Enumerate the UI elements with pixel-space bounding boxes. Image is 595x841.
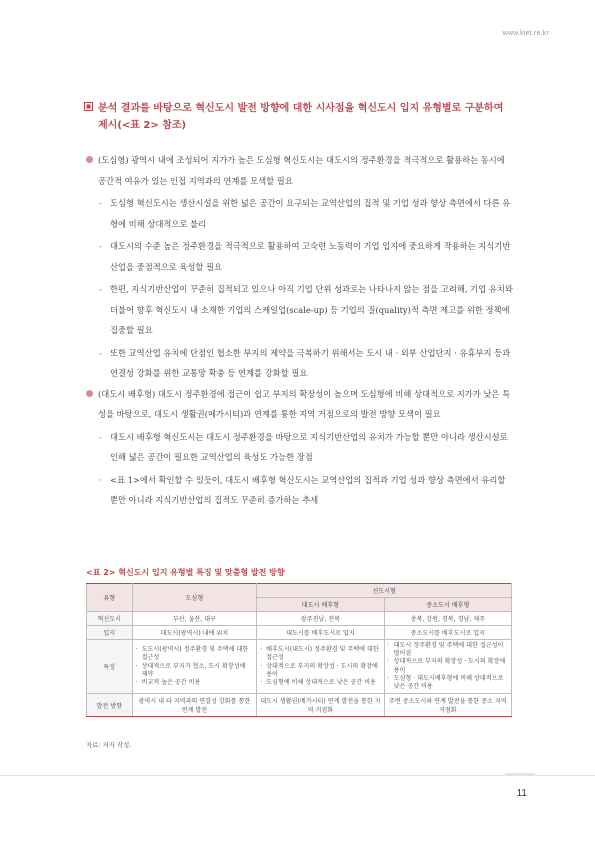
feature-item: · 비교적 높은 공간 비용 (136, 679, 254, 687)
dash-icon: - (99, 241, 102, 251)
header-new-city: 신도시형 (257, 584, 512, 598)
table-cell: 부산, 울산, 대구 (132, 612, 257, 626)
table-row (87, 640, 512, 694)
table-cell: 대도시(광역시) 내에 위치 (132, 626, 257, 640)
bullet-urban (86, 150, 514, 191)
header-urban: 도심형 (132, 584, 257, 612)
table-cell (132, 640, 257, 694)
sub-item-text: 대도시 배후형 혁신도시는 대도시 정주환경을 바탕으로 지식기반산업의 유치가 가능할 뿐만 아니라 생산시설로 인해 넓은 공간이 필요한 교역산업의 육성도 가능한 장점 (110, 431, 508, 462)
header-metro: 대도시 배후형 (257, 598, 384, 612)
dash-icon: - (99, 284, 102, 294)
row-label: 입지 (87, 626, 133, 640)
sub-item (86, 279, 514, 341)
bullet-metro (86, 384, 514, 425)
feature-item: · 배후도시(대도시) 정주환경 및 주택에 대한 접근성 (260, 646, 380, 662)
sub-item-text: 또한 교역산업 유치에 단점인 협소한 부지의 제약을 극복하기 위해서는 도시 내 · 외부 산업단지 · 유휴부지 등과 연결성 강화를 위한 교통망 확충 등 연계를 강화할 필요 (110, 347, 511, 378)
page-number: 11 (516, 788, 527, 799)
feature-item: · 도심형에 비해 상대적으로 낮은 공간 비용 (260, 679, 380, 687)
feature-list (388, 642, 508, 691)
comparison-table (86, 583, 512, 717)
table-row (87, 612, 512, 626)
table-cell: 대도시를 배후도시로 입지 (257, 626, 384, 640)
table-row (87, 626, 512, 640)
feature-item: · 도도시(광역시) 정주환경 및 주택에 대한 접근성 (136, 646, 254, 662)
section-heading (84, 100, 524, 134)
dash-icon: - (99, 347, 102, 358)
table-cell (257, 640, 384, 694)
dash-icon: - (99, 431, 102, 442)
table-cell: 대도시 생활권(메가시티) 연계 발전을 통한 지역 거점화 (257, 694, 384, 717)
row-label: 발전 방향 (87, 694, 133, 717)
sub-item-text: 대도시의 수준 높은 정주환경을 적극적으로 활용하여 고숙련 노동력이 기업 입지에 중요하게 작용하는 지식기반산업을 중점적으로 육성할 필요 (110, 241, 511, 272)
table-row (87, 694, 512, 717)
dash-icon: - (99, 198, 102, 208)
bullet-urban-text: (도심형) 광역시 내에 조성되어 지가가 높은 도심형 혁신도시는 대도시의 정주환경을 적극적으로 활용하는 동시에 공간적 여유가 있는 인접 지역과의 연계를 모색할 필요 (98, 155, 505, 186)
square-bullet-icon (84, 102, 93, 111)
small-dot-icon: · (99, 474, 102, 485)
sub-item (86, 427, 514, 468)
table-cell: 중소도시를 배후도시로 입지 (384, 626, 511, 640)
body-text (86, 150, 514, 511)
feature-item: · 대도시 정주환경 및 주택에 대한 접근성이 떨어짐 (388, 642, 508, 658)
table-cell: 광역시 내 타 지역과의 연결성 강화를 통한 연계 발전 (132, 694, 257, 717)
header-type: 유형 (87, 584, 133, 612)
bullet-dot-icon (86, 390, 93, 397)
row-label: 특징 (87, 640, 133, 694)
table-cell (384, 640, 511, 694)
sub-item (86, 236, 514, 277)
feature-item: · 상대적으로 부지의 확장성 · 도시의 확장에 용이 (388, 658, 508, 674)
site-url: www.kiet.re.kr (502, 30, 549, 37)
table-caption: <표 2> 혁신도시 입지 유형별 특징 및 맞춤형 발전 방향 (86, 568, 285, 577)
sub-item-text: 도심형 혁신도시는 생산시설을 위한 넓은 공간이 요구되는 교역산업의 집적 및 기업 성과 향상 측면에서 다른 유형에 비해 상대적으로 불리 (110, 198, 511, 229)
sub-item (86, 343, 514, 384)
reference-note-text: <표 1>에서 확인할 수 있듯이, 대도시 배후형 혁신도시는 교역산업의 집적과 기업 성과 향상 측면에서 유리할 뿐만 아니라 지식기반산업의 집적도 꾸준히 증가하는 추세 (110, 474, 506, 505)
heading-line-2: 제시(<표 2> 참조) (98, 120, 187, 131)
bullet-metro-text: (대도시 배후형) 대도시 정주환경에 접근이 쉽고 부지의 확장성이 높으며 도심형에 비해 상대적으로 지가가 낮은 특성을 바탕으로, 대도시 생활권(메가시티)과 연계를 통한 지역 거점으로의 발전 방향 모색이 필요 (98, 388, 511, 419)
heading-line-1: 분석 결과를 바탕으로 혁신도시 발전 방향에 대한 시사점을 혁신도시 입지 유형별로 구분하여 (98, 103, 504, 114)
reference-note (86, 470, 514, 511)
table-cell: 주변 중소도시와 연계 발전을 통한 중소 지역 거점화 (384, 694, 511, 717)
table-cell: 광주전남, 전북 (257, 612, 384, 626)
bullet-dot-icon (86, 156, 93, 163)
feature-list (136, 646, 254, 687)
sub-item-text: 한편, 지식기반산업이 꾸준히 집적되고 있으나 아직 기업 단위 성과로는 나타나지 않는 점을 고려해, 기업 유치와 더불어 향후 혁신도시 내 소재한 기업의 스케일업(scale-up) 등 기업의 질(quality)적 측면 제고를 위한 정책에 집중할 필요 (110, 284, 513, 335)
table-header-row (87, 584, 512, 598)
sub-item (86, 193, 514, 234)
feature-item: · 상대적으로 부지의 확장성 · 도시의 확장에 용이 (260, 663, 380, 679)
footer-accent-bar (505, 773, 535, 776)
feature-list (260, 646, 380, 687)
row-label: 혁신도시 (87, 612, 133, 626)
feature-item: · 도심형 · 대도시배후형에 비해 상대적으로 낮은 공간 비용 (388, 675, 508, 691)
table-source: 자료: 저자 작성. (86, 741, 132, 749)
header-small: 중소도시 배후형 (384, 598, 511, 612)
table-cell: 충북, 강원, 경북, 경남, 제주 (384, 612, 511, 626)
feature-item: · 상대적으로 부지가 협소, 도시 확장성에 제약 (136, 663, 254, 679)
